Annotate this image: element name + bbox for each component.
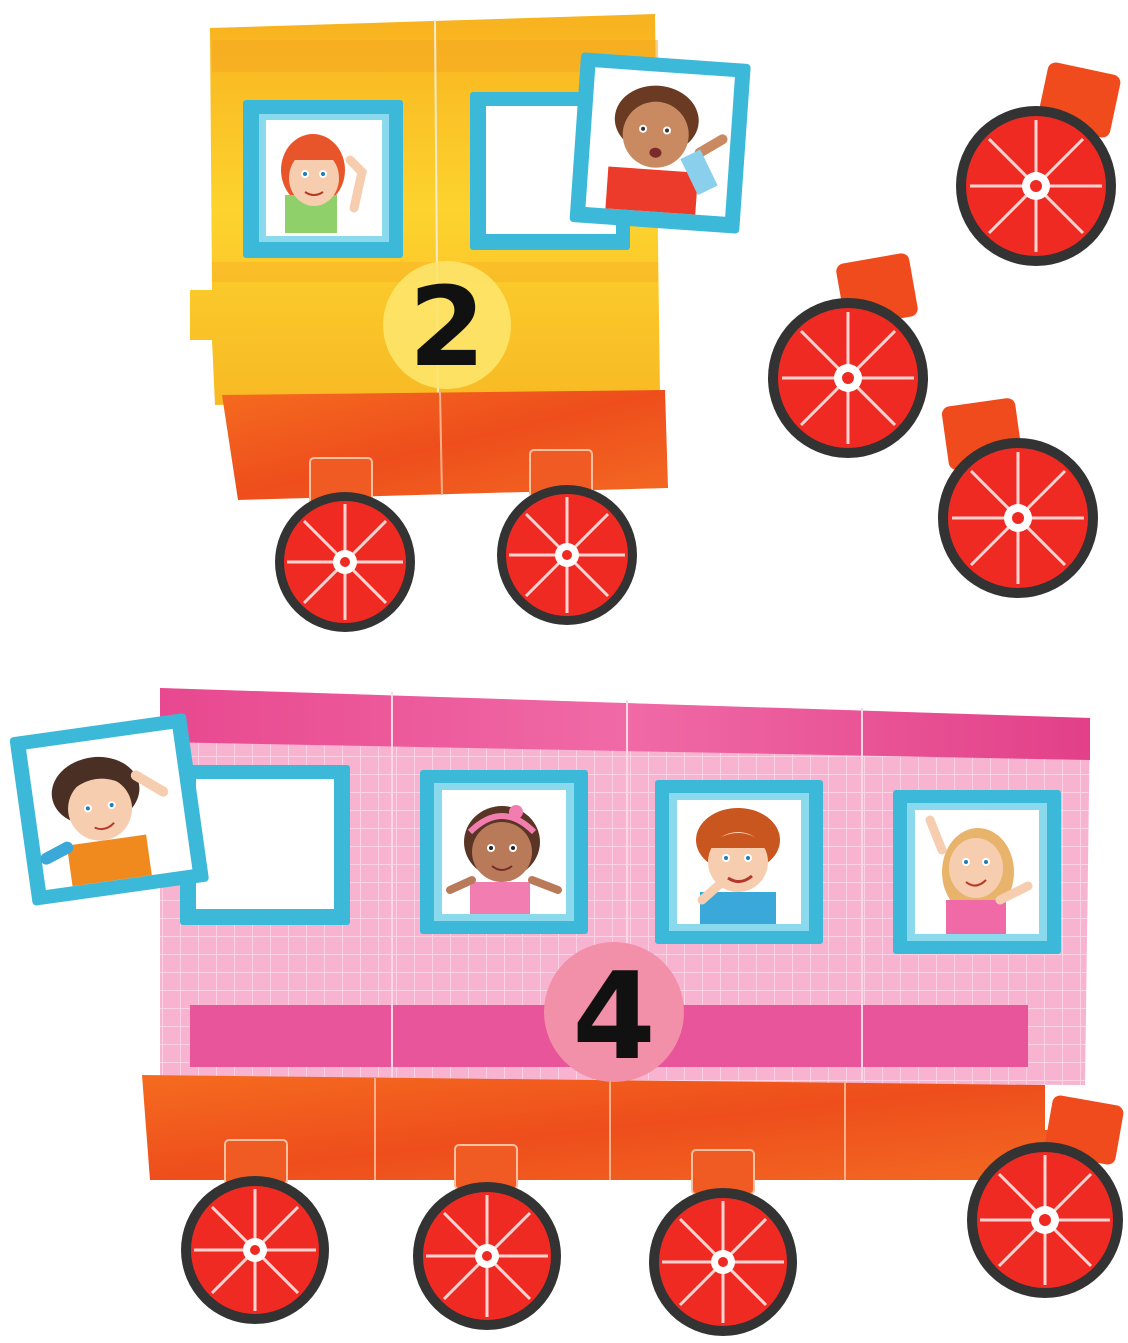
wagon-4-wheel[interactable] — [181, 1176, 329, 1324]
loose-tile-boy-dark-hair[interactable] — [9, 713, 209, 906]
wagon-2-number: 2 — [408, 263, 486, 391]
boy-curly-red-face — [696, 808, 780, 924]
wagon-4-window-3[interactable] — [655, 780, 823, 944]
axle-tab — [692, 1150, 754, 1194]
wagon-2-wheel[interactable] — [497, 485, 637, 625]
wagon-4-window-4[interactable] — [893, 790, 1061, 954]
wagon-4-wheel[interactable] — [649, 1188, 797, 1336]
loose-tile-boy-brown-hair[interactable] — [569, 52, 750, 233]
loose-wheel[interactable] — [938, 397, 1098, 598]
wagon-2-chassis[interactable] — [222, 390, 668, 500]
wagon-4-wheel[interactable] — [413, 1182, 561, 1330]
wagon-4-number: 4 — [572, 948, 656, 1087]
wagon-2-window-1[interactable] — [243, 100, 403, 258]
loose-wheel[interactable] — [956, 61, 1122, 266]
wagon-2-wheel[interactable] — [275, 492, 415, 632]
wagon-4[interactable] — [142, 688, 1090, 1194]
wagon-4-window-1[interactable] — [180, 765, 350, 925]
loose-wheel[interactable] — [768, 252, 928, 458]
wagon-4-window-2[interactable] — [420, 770, 588, 934]
